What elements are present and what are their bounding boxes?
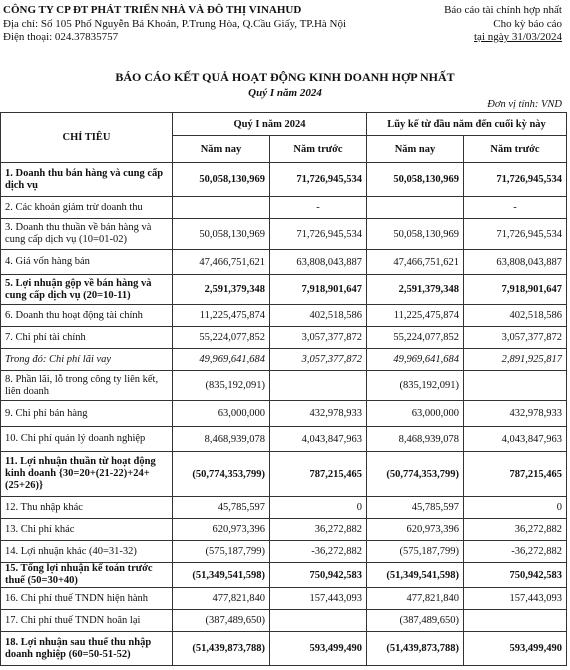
table-row	[1, 610, 567, 632]
row-value: (51,439,873,788)	[173, 632, 270, 666]
row-label: 5. Lợi nhuận gộp về bán hàng và cung cấp dịch vụ (20=10-11)	[1, 275, 173, 305]
period-date: tại ngày 31/03/2024	[474, 31, 562, 43]
row-label: 14. Lợi nhuận khác (40=31-32)	[1, 541, 173, 563]
row-value: (50,774,353,799)	[173, 452, 270, 497]
row-value: -	[270, 197, 367, 219]
table-row	[1, 197, 567, 219]
col-group-quarter: Quý I năm 2024	[173, 113, 367, 136]
row-value: 593,499,490	[270, 632, 367, 666]
row-label: Trong đó: Chi phí lãi vay	[1, 349, 173, 371]
row-value: 2,591,379,348	[367, 275, 464, 305]
row-value: (387,489,650)	[173, 610, 270, 632]
row-value: 63,808,043,887	[270, 250, 367, 275]
row-label: 6. Doanh thu hoạt động tài chính	[1, 305, 173, 327]
row-value: 71,726,945,534	[270, 219, 367, 250]
row-value: 402,518,586	[270, 305, 367, 327]
report-meta	[444, 4, 562, 45]
row-value: 50,058,130,969	[367, 219, 464, 250]
row-value: 432,978,933	[270, 401, 367, 427]
row-label: 18. Lợi nhuận sau thuế thu nhập doanh nghiệp (60=50-51-52)	[1, 632, 173, 666]
row-value: 157,443,093	[464, 588, 567, 610]
company-address: Địa chỉ: Số 105 Phố Nguyễn Bá Khoản, P.Trung Hòa, Q.Cầu Giấy, TP.Hà Nội	[3, 17, 347, 30]
row-value: 7,918,901,647	[270, 275, 367, 305]
row-label: 7. Chi phí tài chính	[1, 327, 173, 349]
currency-unit: Đơn vị tính: VND	[487, 99, 562, 110]
row-label: 9. Chi phí bán hàng	[1, 401, 173, 427]
row-value: 4,043,847,963	[464, 427, 567, 452]
row-value: 2,891,925,817	[464, 349, 567, 371]
row-value: (575,187,799)	[173, 541, 270, 563]
table-row	[1, 327, 567, 349]
row-value: 7,918,901,647	[464, 275, 567, 305]
row-value: 432,978,933	[464, 401, 567, 427]
row-label: 10. Chi phí quản lý doanh nghiệp	[1, 427, 173, 452]
row-value: 49,969,641,684	[173, 349, 270, 371]
row-value: 4,043,847,963	[270, 427, 367, 452]
row-value: 750,942,583	[270, 563, 367, 588]
row-value: 620,973,396	[367, 519, 464, 541]
table-row	[1, 250, 567, 275]
report-title: BÁO CÁO KẾT QUẢ HOẠT ĐỘNG KINH DOANH HỢP NHẤT	[115, 70, 455, 84]
row-value: 0	[270, 497, 367, 519]
row-value: 157,443,093	[270, 588, 367, 610]
row-value: 36,272,882	[270, 519, 367, 541]
table-row	[1, 588, 567, 610]
row-value: 11,225,475,874	[173, 305, 270, 327]
col-header-current-year: Năm nay	[173, 136, 270, 163]
row-value: 750,942,583	[464, 563, 567, 588]
row-value: 71,726,945,534	[270, 163, 367, 197]
row-value: (835,192,091)	[367, 371, 464, 401]
row-value: -	[464, 197, 567, 219]
row-value	[270, 371, 367, 401]
row-value: 8,468,939,078	[173, 427, 270, 452]
company-name: CÔNG TY CP ĐT PHÁT TRIỂN NHÀ VÀ ĐÔ THỊ VINAHUD	[3, 4, 302, 16]
row-value: 55,224,077,852	[367, 327, 464, 349]
row-value: 49,969,641,684	[367, 349, 464, 371]
row-value: 787,215,465	[270, 452, 367, 497]
row-value: 620,973,396	[173, 519, 270, 541]
row-value: (51,439,873,788)	[367, 632, 464, 666]
table-row	[1, 275, 567, 305]
row-value	[367, 197, 464, 219]
report-type: Báo cáo tài chính hợp nhất	[444, 4, 562, 16]
company-header	[3, 4, 346, 45]
row-label: 8. Phần lãi, lỗ trong công ty liên kết, liên doanh	[1, 371, 173, 401]
row-label: 16. Chi phí thuế TNDN hiện hành	[1, 588, 173, 610]
row-value: (575,187,799)	[367, 541, 464, 563]
table-row	[1, 305, 567, 327]
row-value: 593,499,490	[464, 632, 567, 666]
row-value: 45,785,597	[173, 497, 270, 519]
row-label: 11. Lợi nhuận thuần từ hoạt động kinh doanh {30=20+(21-22)+24+(25+26)}	[1, 452, 173, 497]
row-value: 2,591,379,348	[173, 275, 270, 305]
row-value: 63,808,043,887	[464, 250, 567, 275]
row-value: 50,058,130,969	[173, 163, 270, 197]
col-group-ytd: Lũy kế từ đầu năm đến cuối kỳ này	[367, 113, 567, 136]
row-label: 4. Giá vốn hàng bán	[1, 250, 173, 275]
row-value: 50,058,130,969	[367, 163, 464, 197]
row-value	[464, 610, 567, 632]
row-value: 0	[464, 497, 567, 519]
row-label: 15. Tổng lợi nhuận kế toán trước thuế (50=30+40)	[1, 563, 173, 588]
row-value: 47,466,751,621	[173, 250, 270, 275]
period-label: Cho kỳ báo cáo	[493, 17, 562, 30]
table-header-row	[1, 113, 567, 136]
row-label: 2. Các khoản giảm trừ doanh thu	[1, 197, 173, 219]
row-value: 63,000,000	[173, 401, 270, 427]
row-label: 17. Chi phí thuế TNDN hoãn lại	[1, 610, 173, 632]
row-value: 3,057,377,872	[464, 327, 567, 349]
table-row	[1, 632, 567, 666]
row-value: 55,224,077,852	[173, 327, 270, 349]
row-value: 477,821,840	[367, 588, 464, 610]
row-value: (50,774,353,799)	[367, 452, 464, 497]
col-header-ytd-prior-year: Năm trước	[464, 136, 567, 163]
row-value: 477,821,840	[173, 588, 270, 610]
company-phone: Điện thoại: 024.37835757	[3, 31, 119, 43]
row-value	[464, 371, 567, 401]
table-row	[1, 427, 567, 452]
row-value: 3,057,377,872	[270, 349, 367, 371]
row-value: (51,349,541,598)	[367, 563, 464, 588]
row-value: (51,349,541,598)	[173, 563, 270, 588]
row-value: -36,272,882	[270, 541, 367, 563]
table-row	[1, 163, 567, 197]
row-value: -36,272,882	[464, 541, 567, 563]
table-row	[1, 452, 567, 497]
row-value: (387,489,650)	[367, 610, 464, 632]
row-value: 11,225,475,874	[367, 305, 464, 327]
col-header-item: CHỈ TIÊU	[1, 113, 173, 163]
col-header-prior-year: Năm trước	[270, 136, 367, 163]
table-row	[1, 371, 567, 401]
report-subtitle: Quý I năm 2024	[248, 87, 322, 99]
row-label: 1. Doanh thu bán hàng và cung cấp dịch vụ	[1, 163, 173, 197]
row-value: 45,785,597	[367, 497, 464, 519]
row-value: (835,192,091)	[173, 371, 270, 401]
row-value: 63,000,000	[367, 401, 464, 427]
table-row	[1, 563, 567, 588]
row-label: 3. Doanh thu thuần về bán hàng và cung cấp dịch vụ (10=01-02)	[1, 219, 173, 250]
table-row	[1, 497, 567, 519]
table-row	[1, 219, 567, 250]
table-row	[1, 519, 567, 541]
table-row	[1, 541, 567, 563]
row-label: 13. Chi phí khác	[1, 519, 173, 541]
table-row	[1, 401, 567, 427]
row-value: 50,058,130,969	[173, 219, 270, 250]
row-value: 36,272,882	[464, 519, 567, 541]
row-value: 71,726,945,534	[464, 163, 567, 197]
row-value	[270, 610, 367, 632]
row-value: 3,057,377,872	[270, 327, 367, 349]
row-value: 8,468,939,078	[367, 427, 464, 452]
table-body	[1, 163, 567, 666]
row-label: 12. Thu nhập khác	[1, 497, 173, 519]
income-statement-table	[0, 112, 567, 666]
row-value	[173, 197, 270, 219]
table-row	[1, 349, 567, 371]
row-value: 47,466,751,621	[367, 250, 464, 275]
row-value: 402,518,586	[464, 305, 567, 327]
col-header-ytd-current-year: Năm nay	[367, 136, 464, 163]
row-value: 787,215,465	[464, 452, 567, 497]
row-value: 71,726,945,534	[464, 219, 567, 250]
